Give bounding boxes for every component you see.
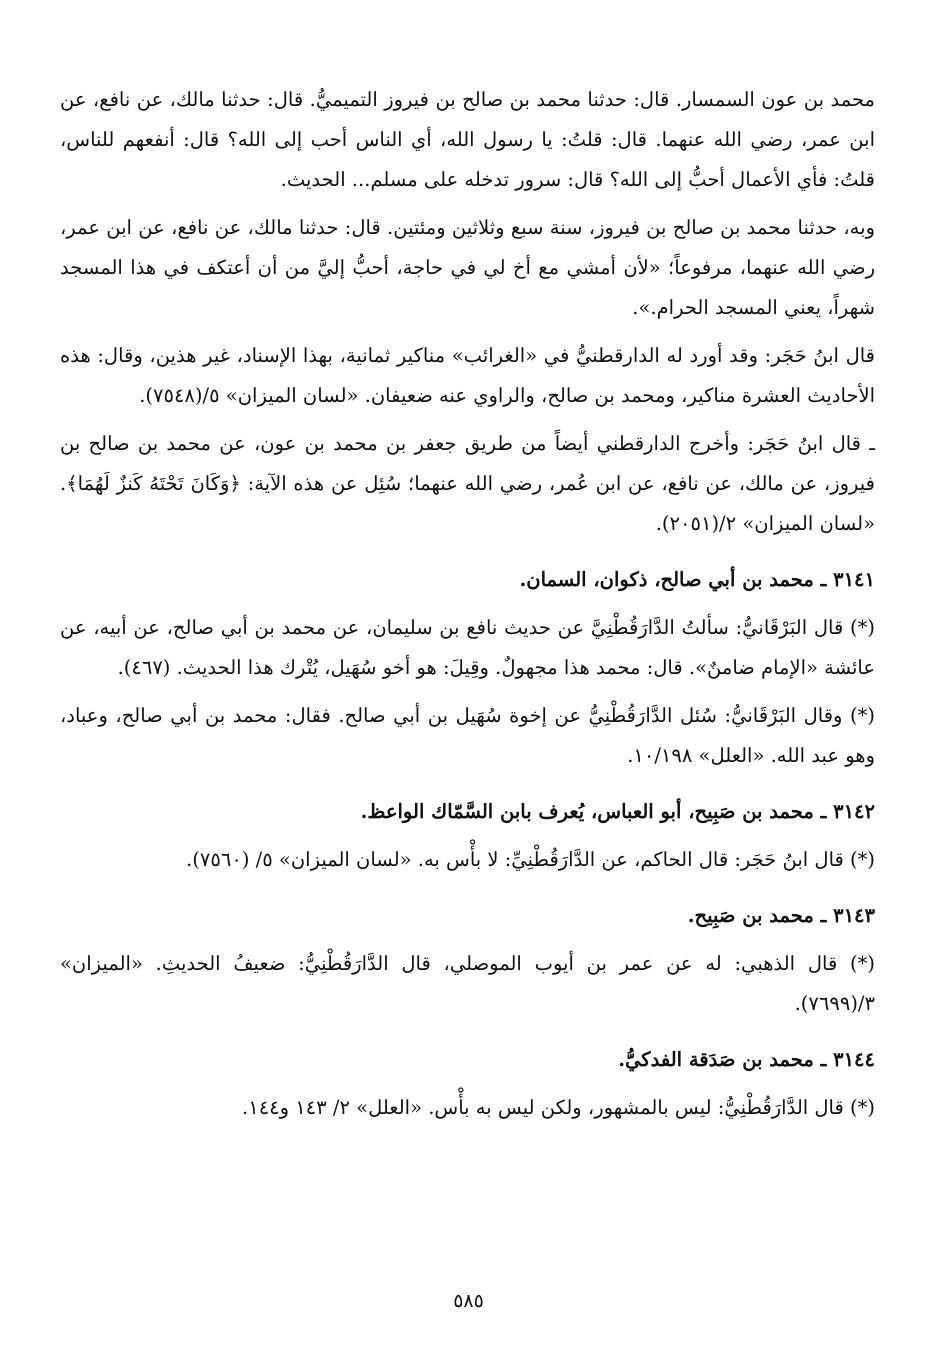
paragraph: (*) قال الذهبي: له عن عمر بن أيوب الموصلي، قال الدَّارَقُطْنِيُّ: ضعيفُ الحديثِ. «الميزان» ٣/(٧٦٩٩). bbox=[60, 952, 875, 1015]
entry-heading: ٣١٤٣ ـ محمد بن صَبِيح. bbox=[687, 904, 875, 927]
paragraph: وبه، حدثنا محمد بن صالح بن فيروز، سنة سبع وثلاثين ومئتين. قال: حدثنا مالك، عن نافع، عن ابن عمر، رضي الله عنهما، مرفوعاً؛ «لأن أمشي مع أخ لي في حاجة، أحبُّ إليَّ من أن أعتكف في هذا المسجد شهراً، يعني المسجد الحرام.». bbox=[60, 216, 875, 319]
entry-heading: ٣١٤٢ ـ محمد بن صَبِيح، أبو العباس، يُعرف بابن السَّمّاك الواعظ. bbox=[360, 800, 875, 823]
entry-heading: ٣١٤٤ ـ محمد بن صَدَقة الفدكيُّ. bbox=[618, 1048, 875, 1071]
paragraph: (*) قال البَرْقَانيُّ: سألتُ الدَّارَقُطْنِيَّ عن حديث نافع بن سليمان، عن محمد بن أبي صالح، عن أبيه، عن عائشة «الإمام ضامنٌ». قال: محمد هذا مجهولٌ. وقِيلَ: هو أخو سُهَيل، يُتْرك هذا الحديث. (٤٦٧). bbox=[60, 616, 875, 679]
paragraph: محمد بن عون السمسار. قال: حدثنا محمد بن صالح بن فيروز التميميُّ. قال: حدثنا مالك، عن نافع، عن ابن عمر، رضي الله عنهما. قال: قلتُ: يا رسول الله، أي الناس أحب إلى الله؟ قال: أنفعهم للناس، قلتُ: فأي الأعمال أحبُّ إلى الله؟ قال: سرور تدخله على مسلم... الحديث. bbox=[60, 88, 875, 191]
paragraph: ـ قال ابنُ حَجَر: وأخرج الدارقطني أيضاً من طريق جعفر بن محمد بن عون، عن محمد بن صالح بن فيروز، عن مالك، عن نافع، عن ابن عُمر، رضي الله عنهما؛ سُئِل عن هذه الآية: ﴿وَكَانَ تَحْتَهُ كَنزٌ لَهُمَا﴾. «لسان الميزان» ٢/(٢٠٥١). bbox=[60, 432, 875, 535]
paragraph: (*) وقال البَرْقَانيُّ: سُئل الدَّارَقُطْنِيُّ عن إخوة سُهَيل بن أبي صالح. فقال: محمد بن أبي صالح، وعباد، وهو عبد الله. «العلل» ١٠/١٩٨. bbox=[60, 704, 875, 767]
paragraph: (*) قال ابنُ حَجَر: قال الحاكم، عن الدَّارَقُطْنِيِّ: لا بأْس به. «لسان الميزان» ٥/ (٧٥٦٠). bbox=[186, 848, 875, 871]
entry-heading: ٣١٤١ ـ محمد بن أبي صالح، ذكوان، السمان. bbox=[519, 568, 875, 591]
page-number: ٥٨٥ bbox=[453, 1290, 484, 1312]
paragraph: (*) قال الدَّارَقُطْنِيُّ: ليس بالمشهور، ولكن ليس به بأْس. «العلل» ٢/ ١٤٣ و١٤٤. bbox=[242, 1096, 875, 1119]
paragraph: قال ابنُ حَجَر: وقد أورد له الدارقطنيُّ في «الغرائب» مناكير ثمانية، بهذا الإسناد، غير هذين، وقال: هذه الأحاديث العشرة مناكير، ومحمد بن صالح، والراوي عنه ضعيفان. «لسان الميزان» ٥/(٧٥٤٨). bbox=[60, 344, 875, 407]
body-text bbox=[60, 80, 875, 1136]
